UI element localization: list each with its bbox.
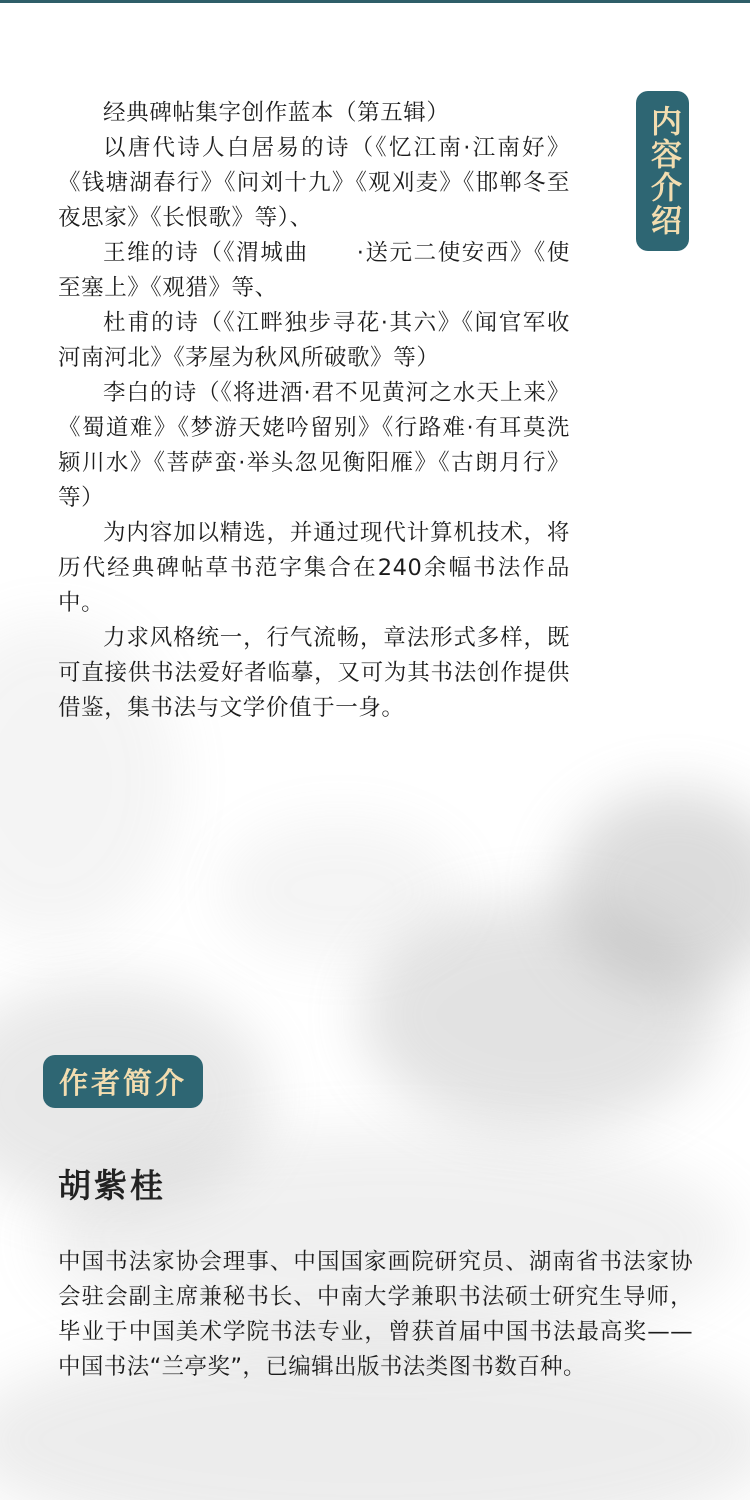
intro-text [58, 96, 570, 726]
author-section-badge: 作者简介 [43, 1055, 203, 1108]
intro-paragraph: 以唐代诗人白居易的诗（《忆江南·江南好》《钱塘湖春行》《问刘十九》《观刈麦》《邯郸冬至夜思家》《长恨歌》等）、 [58, 135, 570, 231]
author-bio: 中国书法家协会理事、中国国家画院研究员、湖南省书法家协会驻会副主席兼秘书长、中南大学兼职书法硕士研究生导师，毕业于中国美术学院书法专业，曾获首届中国书法最高奖——中国书法“兰亭奖”，已编辑出版书法类图书数百种。 [58, 1249, 693, 1380]
author-name: 胡紫桂 [58, 1166, 166, 1205]
intro-paragraph: 经典碑帖集字创作蓝本（第五辑） [103, 100, 450, 126]
intro-section-badge: 内容介绍 [636, 91, 689, 251]
intro-paragraph: 李白的诗（《将进酒·君不见黄河之水天上来》《蜀道难》《梦游天姥吟留别》《行路难·有耳莫洗颍川水》《菩萨蛮·举头忽见衡阳雁》《古朗月行》等） [58, 380, 570, 511]
intro-paragraph: 为内容加以精选，并通过现代计算机技术，将历代经典碑帖草书范字集合在240余幅书法作品中。 [58, 520, 570, 616]
intro-paragraph: 力求风格统一，行气流畅，章法形式多样，既可直接供书法爱好者临摹，又可为其书法创作提供借鉴，集书法与文学价值于一身。 [58, 625, 570, 721]
intro-paragraph: 王维的诗（《渭城曲 ·送元二使安西》《使至塞上》《观猎》等、 [58, 240, 570, 301]
intro-paragraph: 杜甫的诗（《江畔独步寻花·其六》《闻官军收河南河北》《茅屋为秋风所破歌》等） [58, 310, 570, 371]
